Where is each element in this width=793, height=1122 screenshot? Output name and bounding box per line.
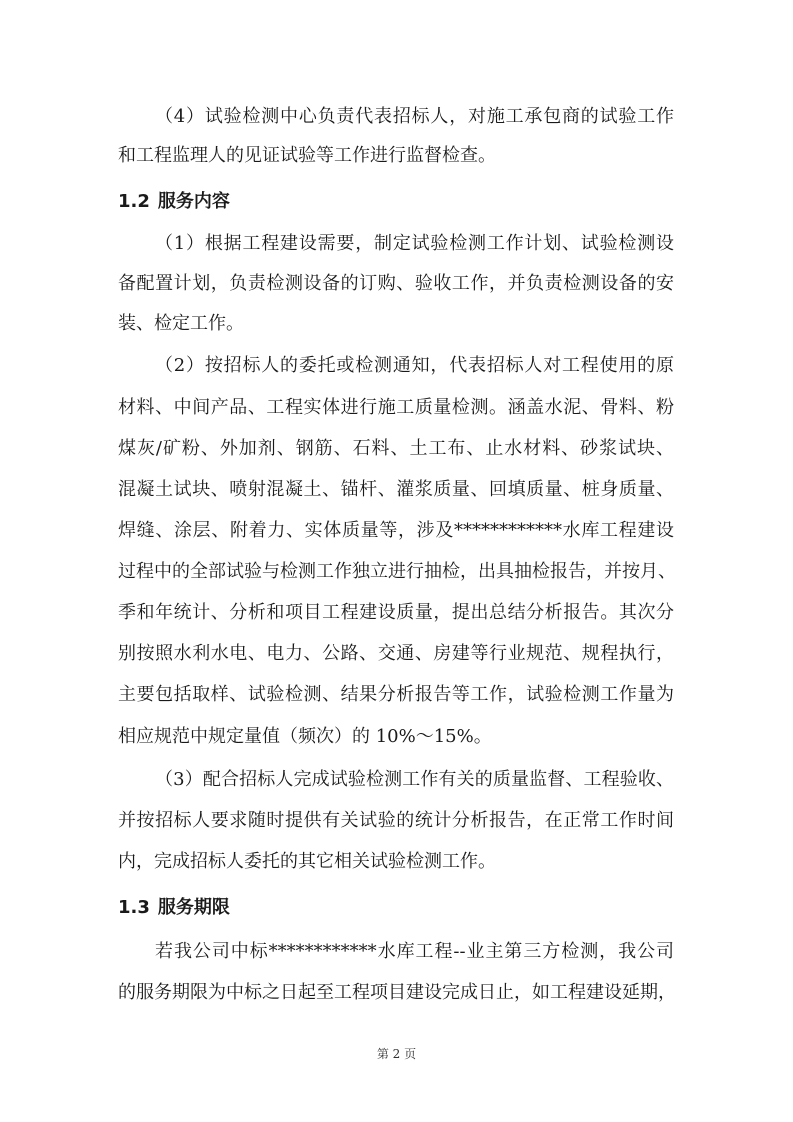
paragraph-line: （3）配合招标人完成试验检测工作有关的质量监督、工程验收、 [155,769,674,790]
section-heading-1-3 [118,895,230,921]
paragraph-line: 过程中的全部试验与检测工作独立进行抽检，出具抽检报告，并按月、 [118,561,676,582]
paragraph-line: 煤灰/矿粉、外加剂、钢筋、石料、土工布、止水材料、砂浆试块、 [118,438,674,459]
paragraph-line: 材料、中间产品、工程实体进行施工质量检测。涵盖水泥、骨料、粉 [118,397,674,418]
paragraph-line: 备配置计划，负责检测设备的订购、验收工作，并负责检测设备的安 [118,273,674,294]
section-heading-1-2 [118,189,230,215]
paragraph-line: 装、检定工作。 [118,313,244,334]
paragraph-line: 别按照水利水电、电力、公路、交通、房建等行业规范、规程执行， [118,643,674,664]
section-title: 服务期限 [157,897,230,918]
paragraph-line: （2）按招标人的委托或检测通知，代表招标人对工程使用的原 [155,355,674,376]
paragraph-line: （4）试验检测中心负责代表招标人，对施工承包商的试验工作 [155,106,674,127]
paragraph-line: 季和年统计、分析和项目工程建设质量，提出总结分析报告。其次分 [118,602,674,623]
section-number: 1.3 [118,897,150,918]
page-number-footer: 第 2 页 [376,1047,417,1061]
paragraph-line: 的服务期限为中标之日起至工程项目建设完成日止，如工程建设延期， [118,982,676,1003]
paragraph-line: 若我公司中标************水库工程--业主第三方检测，我公司 [155,941,674,962]
paragraph-line: 主要包括取样、试验检测、结果分析报告等工作，试验检测工作量为 [118,684,674,705]
paragraph-line: 焊缝、涂层、附着力、实体质量等，涉及************水库工程建设 [118,520,674,541]
section-number: 1.2 [118,191,150,212]
paragraph-line: 和工程监理人的见证试验等工作进行监督检查。 [118,145,496,166]
paragraph-line: 相应规范中规定量值（频次）的 10%～15%。 [118,726,492,747]
paragraph-line: 并按招标人要求随时提供有关试验的统计分析报告，在正常工作时间 [118,810,674,831]
paragraph-line: 混凝土试块、喷射混凝土、锚杆、灌浆质量、回填质量、桩身质量、 [118,479,674,500]
paragraph-line: （1）根据工程建设需要，制定试验检测工作计划、试验检测设 [155,233,674,254]
section-title: 服务内容 [157,191,230,212]
paragraph-line: 内，完成招标人委托的其它相关试验检测工作。 [118,851,496,872]
